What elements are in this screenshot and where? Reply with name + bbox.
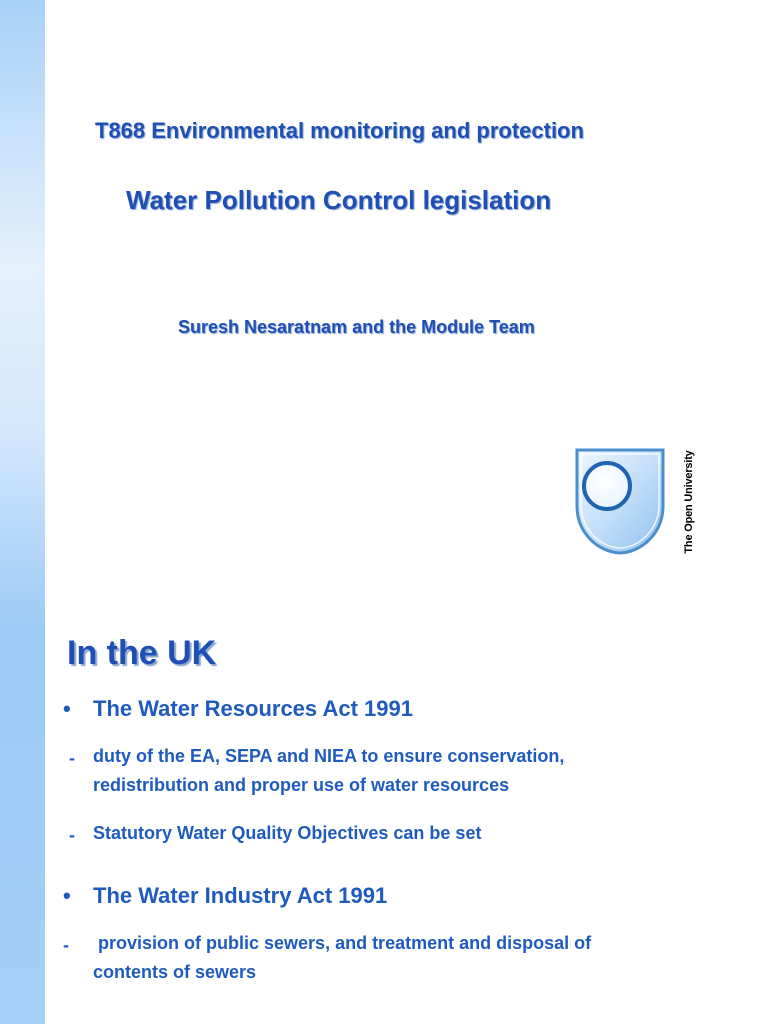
dash-marker: - (63, 935, 69, 955)
open-university-shield-icon (575, 448, 665, 556)
slide-heading: In the UK (67, 634, 217, 672)
author-line: Suresh Nesaratnam and the Module Team (178, 317, 535, 337)
sub-item-text: provision of public sewers, and treatment and disposal of contents of sewers (93, 933, 597, 982)
open-university-wordmark (675, 448, 703, 556)
slide-title: Water Pollution Control legislation (126, 185, 552, 215)
bullet-text: The Water Resources Act 1991 (93, 696, 413, 721)
bullet-marker: • (63, 696, 71, 721)
sub-item-text: Statutory Water Quality Objectives can be set (93, 823, 482, 843)
title-slide (45, 0, 768, 600)
dash-marker: - (69, 748, 75, 768)
slide-side-band (0, 0, 45, 1024)
bullet-marker: • (63, 883, 71, 908)
sub-item-text: duty of the EA, SEPA and NIEA to ensure conservation, redistribution and proper use of water resources (93, 746, 565, 795)
content-slide (45, 600, 768, 1024)
course-title: T868 Environmental monitoring and protection (95, 118, 584, 143)
wordmark-text: The Open University (683, 450, 695, 554)
dash-marker: - (69, 825, 75, 845)
bullet-text: The Water Industry Act 1991 (93, 883, 388, 908)
